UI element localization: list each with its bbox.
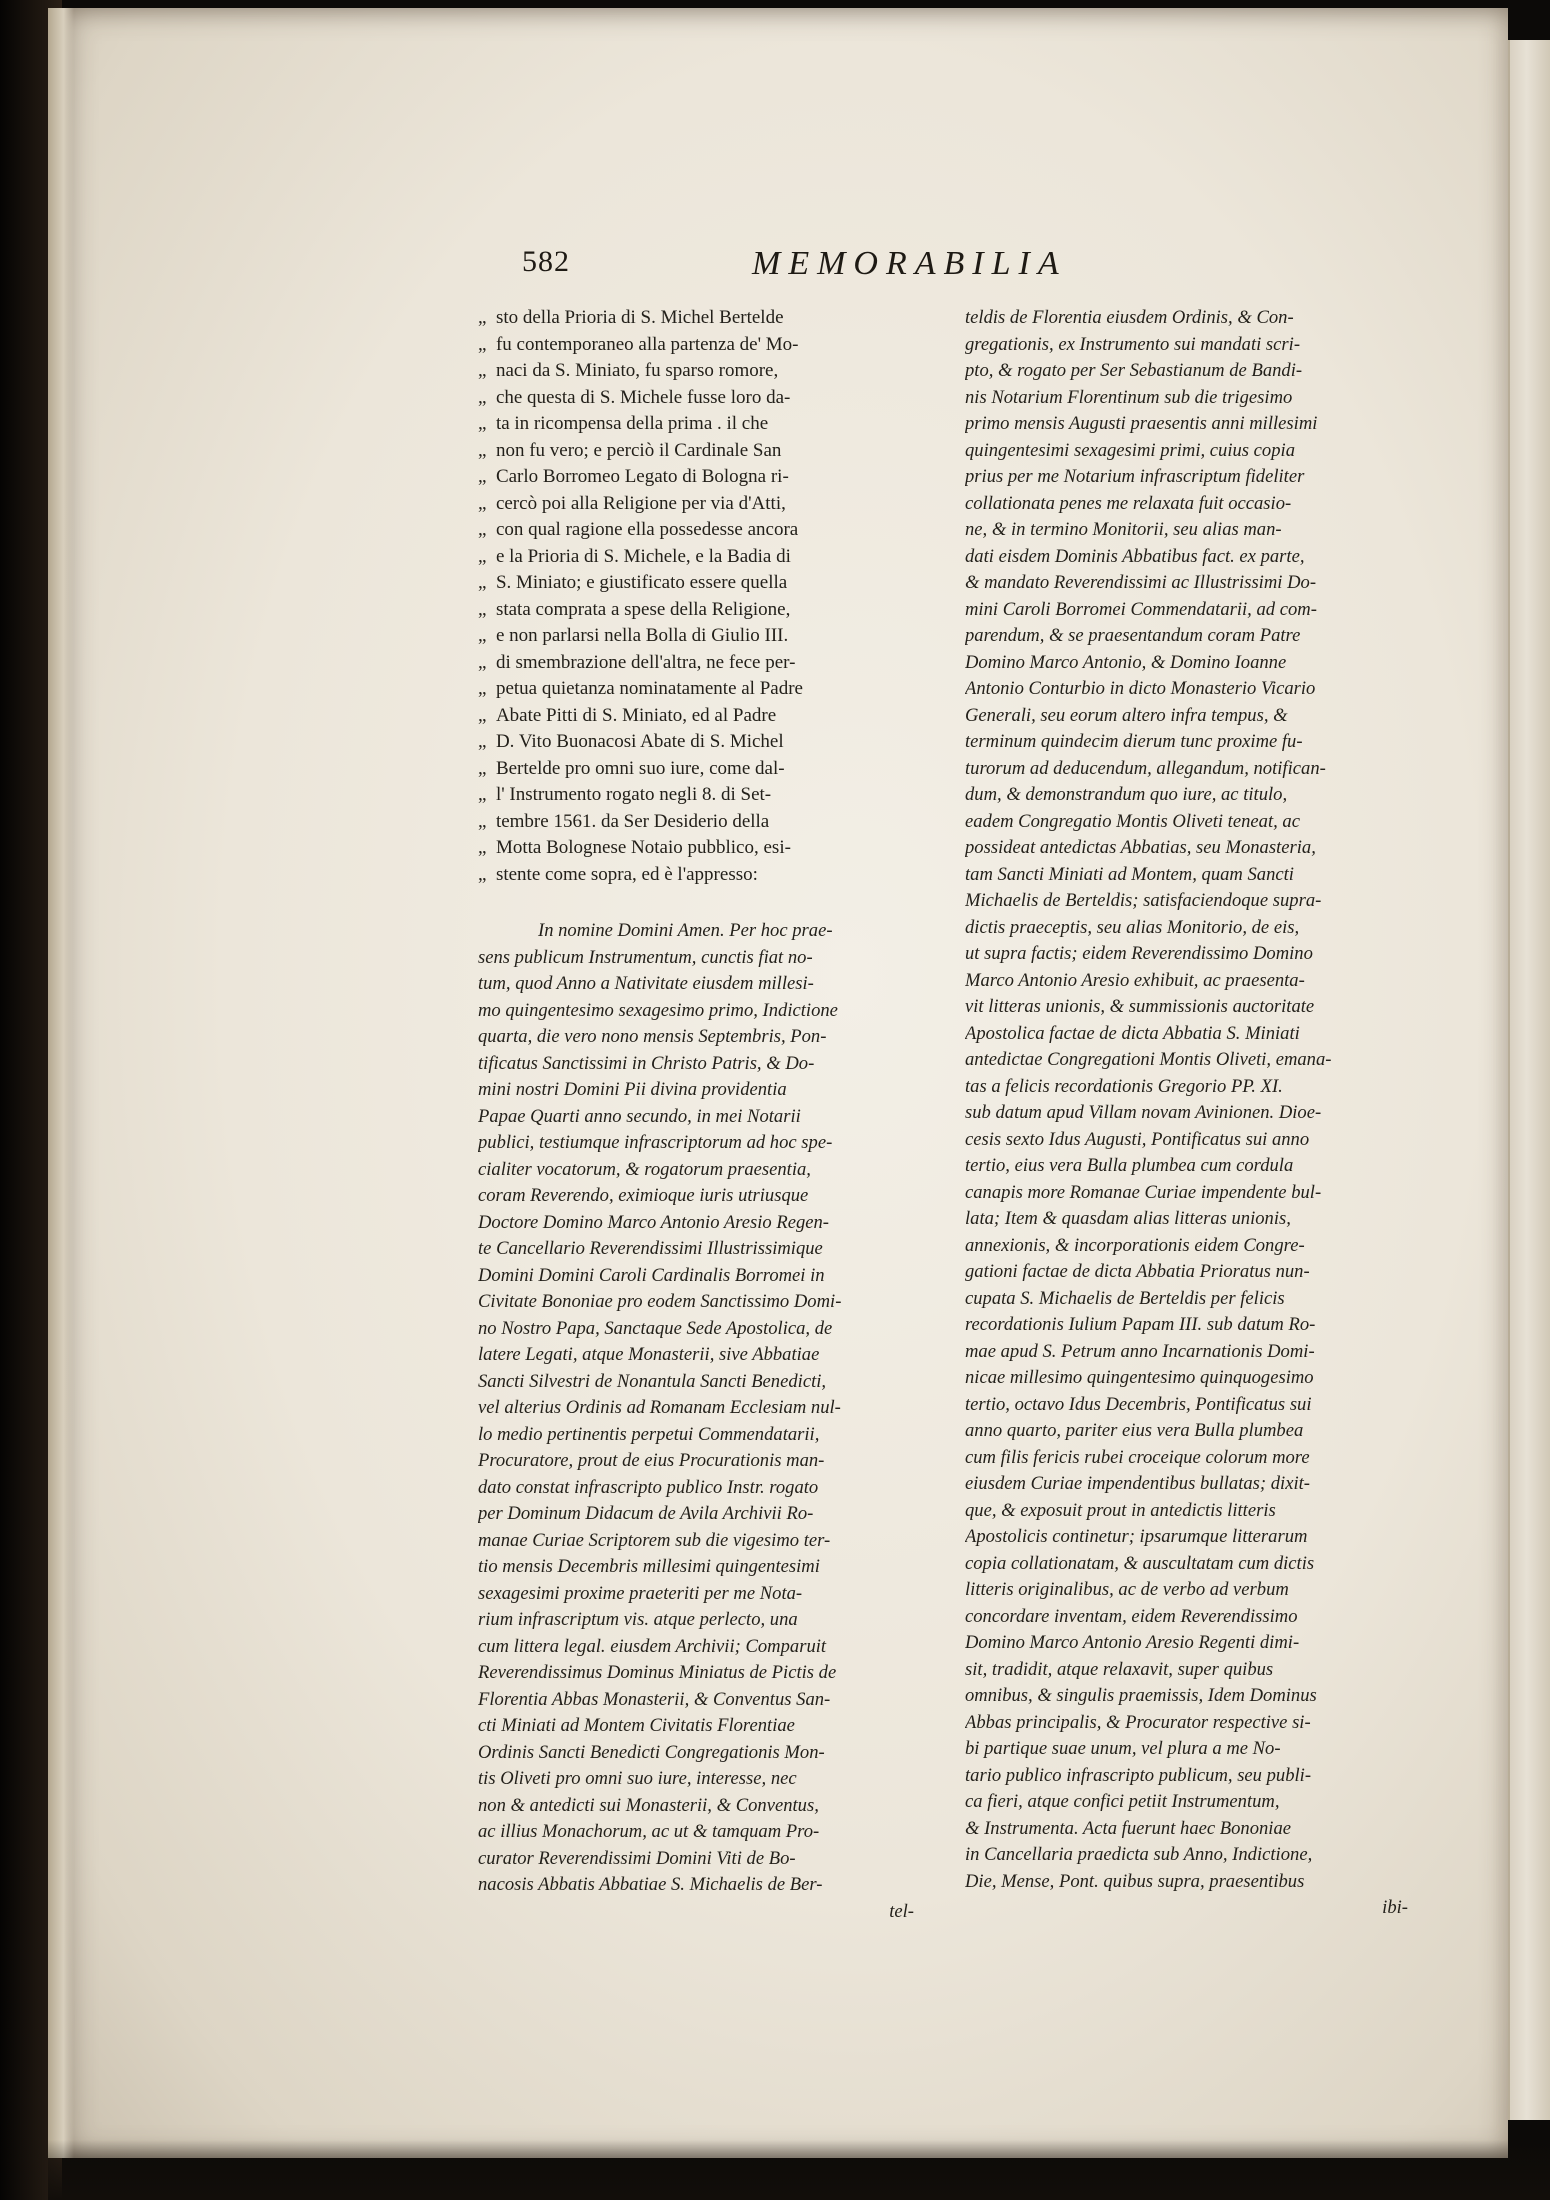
text-line: dato constat infrascripto publico Instr. rogato <box>478 1476 819 1498</box>
italian-quotation <box>478 305 938 888</box>
text-line: & mandato Reverendissimi ac Illustrissimi Do- <box>965 572 1317 593</box>
text-line: Civitate Bononiae pro eodem Sanctissimo Domi- <box>478 1291 842 1312</box>
text-line: „ che questa di S. Michele fusse loro da- <box>478 385 938 412</box>
text-line: mini nostri Domini Pii divina providentia <box>478 1079 787 1100</box>
text-line: „ Bertelde pro omni suo iure, come dal- <box>478 756 938 783</box>
text-line: „ l' Instrumento rogato negli 8. di Set- <box>478 782 938 809</box>
text-line: „ stente come sopra, ed è l'appresso: <box>478 862 938 889</box>
text-line: „ e non parlarsi nella Bolla di Giulio III. <box>478 623 938 650</box>
text-line: nicae millesimo quingentesimo quinquogesimo <box>965 1367 1314 1388</box>
text-line: dum, & demonstrandum quo iure, ac titulo, <box>965 784 1288 805</box>
text-line: collationata penes me relaxata fuit occasio- <box>965 492 1292 514</box>
text-line: recordationis Iulium Papam III. sub datum Ro- <box>965 1314 1316 1335</box>
text-line: lo medio pertinentis perpetui Commendatarii, <box>478 1423 820 1445</box>
text-line: prius per me Notarium infrascriptum fideliter <box>965 466 1305 487</box>
text-line: tificatus Sanctissimi in Christo Patris, & Do- <box>478 1052 815 1074</box>
text-line: rium infrascriptum vis. atque perlecto, una <box>478 1609 798 1630</box>
text-line: quarta, die vero nono mensis Septembris, Pon- <box>478 1026 827 1047</box>
text-line: In nomine Domini Amen. Per hoc prae- <box>538 920 833 941</box>
text-line: vit litteras unionis, & summissionis auctoritate <box>965 996 1315 1017</box>
text-line: cialiter vocatorum, & rogatorum praesentia, <box>478 1158 811 1180</box>
page-header <box>522 245 1142 295</box>
text-line: litteris originalibus, ac de verbo ad verbum <box>965 1579 1289 1600</box>
text-line: „ Carlo Borromeo Legato di Bologna ri- <box>478 464 938 491</box>
text-line: ac illius Monachorum, ac ut & tamquam Pro- <box>478 1821 820 1842</box>
text-line: „ non fu vero; e perciò il Cardinale San <box>478 438 938 465</box>
text-line: primo mensis Augusti praesentis anni millesimi <box>965 413 1318 434</box>
text-line: tertio, octavo Idus Decembris, Pontificatus sui <box>965 1393 1312 1415</box>
text-line: Antonio Conturbio in dicto Monasterio Vicario <box>965 678 1316 699</box>
text-line: Marco Antonio Aresio exhibuit, ac praesenta- <box>965 969 1305 991</box>
text-line: bi partique suae unum, vel plura a me No- <box>965 1738 1281 1759</box>
text-line: „ e la Prioria di S. Michele, e la Badia di <box>478 544 938 571</box>
text-line: cti Miniati ad Montem Civitatis Florentiae <box>478 1715 795 1736</box>
text-line: tas a felicis recordationis Gregorio PP. XI. <box>965 1075 1283 1097</box>
text-line: Michaelis de Berteldis; satisfaciendoque supra- <box>965 890 1322 911</box>
text-line: Procuratore, prout de eius Procurationis man- <box>478 1450 825 1471</box>
text-line: cum filis fericis rubei croceique colorum more <box>965 1446 1310 1468</box>
text-line: eadem Congregatio Montis Oliveti teneat, ac <box>965 810 1300 832</box>
text-line: nis Notarium Florentinum sub die trigesimo <box>965 386 1293 408</box>
text-line: „ tembre 1561. da Ser Desiderio della <box>478 809 938 836</box>
text-line: mini Caroli Borromei Commendatarii, ad com- <box>965 598 1317 620</box>
text-line: no Nostro Papa, Sanctaque Sede Apostolica, de <box>478 1317 833 1339</box>
text-line: dati eisdem Dominis Abbatibus fact. ex parte, <box>965 545 1305 567</box>
text-line: „ fu contemporaneo alla partenza de' Mo- <box>478 332 938 359</box>
text-line: ca fieri, atque confici petiit Instrumentum, <box>965 1791 1280 1812</box>
text-line: tum, quod Anno a Nativitate eiusdem millesi- <box>478 973 814 994</box>
running-title: MEMORABILIA <box>752 245 1067 282</box>
text-line: mo quingentesimo sexagesimo primo, Indictione <box>478 999 838 1021</box>
facing-page-edge <box>1508 40 1550 2120</box>
text-line: „ Abate Pitti di S. Miniato, ed al Padre <box>478 703 938 730</box>
catchword: ibi- <box>1382 1897 1408 1918</box>
text-line: „ cercò poi alla Religione per via d'Atti, <box>478 491 938 518</box>
text-line: Reverendissimus Dominus Miniatus de Pictis de <box>478 1662 837 1683</box>
text-line: sit, tradidit, atque relaxavit, super quibus <box>965 1658 1274 1680</box>
text-line: cupata S. Michaelis de Berteldis per felicis <box>965 1287 1285 1309</box>
right-column <box>965 305 1418 1922</box>
text-line: Abbas principalis, & Procurator respective si- <box>965 1711 1311 1733</box>
text-line: lata; Item & quasdam alias litteras unionis, <box>965 1208 1291 1229</box>
text-line: gregationis, ex Instrumento sui mandati scri- <box>965 333 1301 355</box>
text-line: possideat antedictas Abbatias, seu Monasteria, <box>965 837 1316 858</box>
text-line: te Cancellario Reverendissimi Illustrissimique <box>478 1238 823 1259</box>
text-line: terminum quindecim dierum tunc proxime fu- <box>965 731 1303 752</box>
text-line: „ Motta Bolognese Notaio pubblico, esi- <box>478 835 938 862</box>
text-line: omnibus, & singulis praemissis, Idem Dominus <box>965 1685 1317 1706</box>
text-line: Sancti Silvestri de Nonantula Sancti Benedicti, <box>478 1370 827 1392</box>
latin-instrument-text <box>478 918 938 1925</box>
text-line: gationi factae de dicta Abbatia Prioratus nun- <box>965 1261 1310 1282</box>
bottom-shadow <box>48 2140 1550 2200</box>
text-line: cesis sexto Idus Augusti, Pontificatus sui anno <box>965 1128 1310 1150</box>
text-line: cum littera legal. eiusdem Archivii; Comparuit <box>478 1635 827 1657</box>
text-line: latere Legati, atque Monasterii, sive Abbatiae <box>478 1344 820 1365</box>
text-line: „ D. Vito Buonacosi Abate di S. Michel <box>478 729 938 756</box>
text-line: Apostolica factae de dicta Abbatia S. Miniati <box>965 1022 1300 1044</box>
text-line: mae apud S. Petrum anno Incarnationis Domi- <box>965 1340 1315 1362</box>
text-line: dictis praeceptis, seu alias Monitorio, de eis, <box>965 916 1300 938</box>
text-line: & Instrumenta. Acta fuerunt haec Bononiae <box>965 1817 1292 1839</box>
text-line: Domino Marco Antonio Aresio Regenti dimi- <box>965 1632 1300 1653</box>
text-line: que, & exposuit prout in antedictis litteris <box>965 1499 1276 1521</box>
text-line: parendum, & se praesentandum coram Patre <box>965 625 1301 646</box>
text-line: canapis more Romanae Curiae impendente bul- <box>965 1181 1322 1203</box>
text-line: antedictae Congregationi Montis Oliveti, emana- <box>965 1049 1332 1070</box>
text-line: tio mensis Decembris millesimi quingentesimi <box>478 1556 820 1577</box>
text-line: copia collationatam, & auscultatam cum dictis <box>965 1552 1315 1574</box>
text-line: tis Oliveti pro omni suo iure, interesse, nec <box>478 1768 797 1789</box>
text-line: tam Sancti Miniati ad Montem, quam Sancti <box>965 863 1294 885</box>
text-line: Generali, seu eorum altero infra tempus, & <box>965 704 1288 726</box>
text-line: „ S. Miniato; e giustificato essere quella <box>478 570 938 597</box>
text-line: „ stata comprata a spese della Religione, <box>478 597 938 624</box>
page-number: 582 <box>522 245 570 278</box>
text-line: Doctore Domino Marco Antonio Aresio Regen- <box>478 1211 829 1233</box>
text-line: per Dominum Didacum de Avila Archivii Ro- <box>478 1503 814 1524</box>
text-line: „ con qual ragione ella possedesse ancora <box>478 517 938 544</box>
catchword: tel- <box>889 1900 914 1922</box>
text-line: „ petua quietanza nominatamente al Padre <box>478 676 938 703</box>
text-line: turorum ad deducendum, allegandum, notifican- <box>965 757 1326 779</box>
text-line: eiusdem Curiae impendentibus bullatas; dixit- <box>965 1473 1310 1494</box>
text-line: Domini Domini Caroli Cardinalis Borromei in <box>478 1264 825 1286</box>
text-line: „ naci da S. Miniato, fu sparso romore, <box>478 358 938 385</box>
text-line: annexionis, & incorporationis eidem Congre- <box>965 1234 1305 1256</box>
text-line: teldis de Florentia eiusdem Ordinis, & Con- <box>965 307 1294 328</box>
text-line: sub datum apud Villam novam Avinionen. Dioe- <box>965 1102 1322 1123</box>
text-line: sens publicum Instrumentum, cunctis fiat no- <box>478 946 813 968</box>
text-line: Apostolicis continetur; ipsarumque litterarum <box>965 1526 1308 1547</box>
text-line: quingentesimi sexagesimi primi, cuius copia <box>965 439 1295 461</box>
text-line: ne, & in termino Monitorii, seu alias man- <box>965 519 1282 540</box>
text-line: Florentia Abbas Monasterii, & Conventus San- <box>478 1688 831 1710</box>
text-line: Papae Quarti anno secundo, in mei Notarii <box>478 1105 801 1127</box>
text-line: Die, Mense, Pont. quibus supra, praesentibus <box>965 1870 1305 1892</box>
text-line: publici, testiumque infrascriptorum ad hoc spe- <box>478 1132 833 1153</box>
text-line: anno quarto, pariter eius vera Bulla plumbea <box>965 1420 1304 1441</box>
text-line: manae Curiae Scriptorem sub die vigesimo ter- <box>478 1529 831 1551</box>
text-line: tertio, eius vera Bulla plumbea cum cordula <box>965 1155 1294 1176</box>
text-line: coram Reverendo, eximioque iuris utriusque <box>478 1185 809 1206</box>
text-line: nacosis Abbatis Abbatiae S. Michaelis de Ber- <box>478 1874 823 1895</box>
text-line: „ di smembrazione dell'altra, ne fece per- <box>478 650 938 677</box>
text-line: non & antedicti sui Monasterii, & Conventus, <box>478 1794 819 1816</box>
text-line: sexagesimi proxime praeteriti per me Nota- <box>478 1582 803 1604</box>
text-line: tario publico infrascripto publicum, seu publi- <box>965 1764 1312 1786</box>
text-line: vel alterius Ordinis ad Romanam Ecclesiam nul- <box>478 1397 841 1418</box>
text-line: ut supra factis; eidem Reverendissimo Domino <box>965 943 1313 964</box>
page-gutter-shadow <box>48 8 74 2158</box>
text-line: Ordinis Sancti Benedicti Congregationis Mon- <box>478 1741 825 1763</box>
text-line: Domino Marco Antonio, & Domino Ioanne <box>965 651 1287 673</box>
text-line: curator Reverendissimi Domini Viti de Bo- <box>478 1847 796 1869</box>
text-line: „ ta in ricompensa della prima . il che <box>478 411 938 438</box>
text-line: „ sto della Prioria di S. Michel Bertelde <box>478 305 938 332</box>
left-column <box>478 305 938 1925</box>
text-line: concordare inventam, eidem Reverendissimo <box>965 1605 1298 1627</box>
text-line: pto, & rogato per Ser Sebastianum de Bandi- <box>965 360 1303 381</box>
text-line: in Cancellaria praedicta sub Anno, Indictione, <box>965 1844 1313 1865</box>
